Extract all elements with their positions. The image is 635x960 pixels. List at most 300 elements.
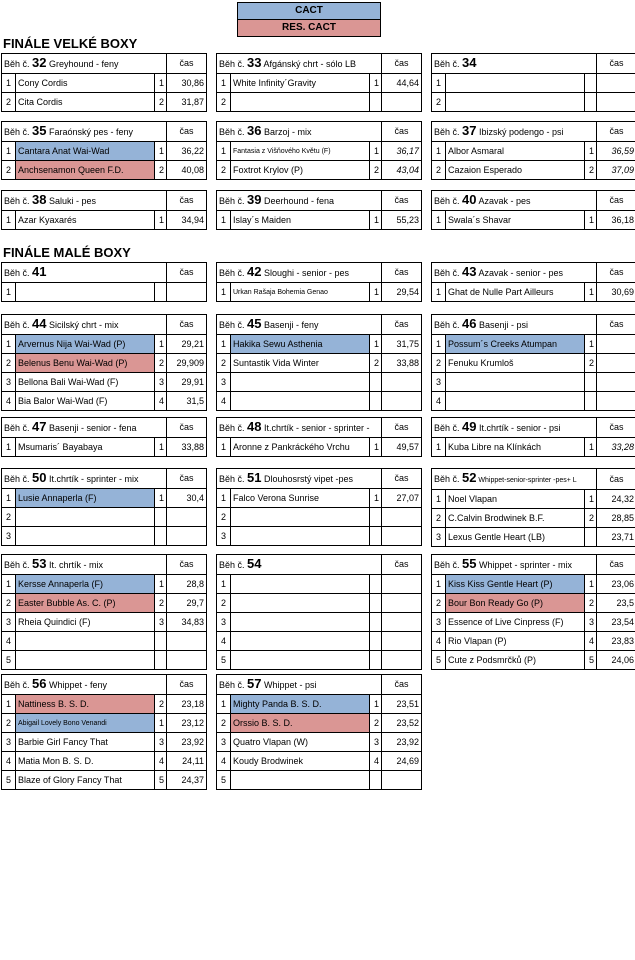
- placing: 2: [154, 695, 166, 714]
- placing: [370, 771, 382, 790]
- table-row: [432, 161, 635, 180]
- race-number: 50: [32, 470, 47, 485]
- run-time: 34,83: [167, 613, 207, 632]
- post-position: 1: [217, 283, 231, 302]
- run-time: [382, 632, 422, 651]
- time-header: čas: [382, 122, 422, 142]
- placing: 1: [154, 714, 166, 733]
- table-row: [2, 161, 207, 180]
- race-title: Basenji - senior - fena: [46, 423, 137, 433]
- race-label: Běh č.: [434, 560, 463, 570]
- dog-name: [231, 93, 370, 112]
- time-header: čas: [167, 54, 207, 74]
- post-position: 2: [2, 354, 16, 373]
- run-time: 23,5: [597, 594, 635, 613]
- race-title: Barzoj - mix: [261, 127, 312, 137]
- placing: 2: [155, 93, 167, 112]
- race-label: Běh č.: [4, 680, 33, 690]
- run-time: 37,09: [597, 161, 635, 180]
- table-row: [217, 161, 422, 180]
- post-position: 4: [2, 632, 16, 651]
- table-row: [217, 438, 422, 457]
- race-title-cell: [432, 315, 597, 335]
- dog-name: [446, 392, 585, 411]
- race-number: 39: [247, 192, 262, 207]
- placing: 5: [585, 651, 597, 670]
- table-row: [432, 283, 635, 302]
- post-position: 3: [2, 373, 16, 392]
- placing: 1: [154, 575, 166, 594]
- placing: [584, 528, 596, 547]
- post-position: 2: [432, 161, 446, 180]
- race-number: 52: [462, 470, 477, 485]
- race-title: Afgánský chrt - sólo LB: [261, 59, 357, 69]
- table-row: [432, 354, 635, 373]
- post-position: 3: [432, 528, 446, 547]
- post-position: 1: [217, 489, 231, 508]
- placing: [370, 527, 382, 546]
- post-position: 1: [432, 211, 446, 230]
- table-row: [432, 392, 635, 411]
- placing: [154, 632, 166, 651]
- post-position: 4: [432, 632, 446, 651]
- table-row: [2, 489, 207, 508]
- time-header: čas: [382, 675, 422, 695]
- table-row: [2, 508, 207, 527]
- placing: 1: [584, 335, 596, 354]
- run-time: [382, 93, 422, 112]
- run-time: [382, 575, 422, 594]
- post-position: 2: [432, 354, 446, 373]
- dog-name: Falco Verona Sunrise: [231, 489, 370, 508]
- post-position: 2: [2, 161, 16, 180]
- table-row: [432, 211, 635, 230]
- race-header: [2, 675, 207, 695]
- run-time: 27,07: [382, 489, 422, 508]
- placing: 3: [370, 733, 382, 752]
- post-position: 3: [217, 613, 231, 632]
- race-header: [217, 54, 422, 74]
- race-label: Běh č.: [219, 268, 248, 278]
- race-header: [432, 469, 635, 490]
- time-header: čas: [167, 315, 207, 335]
- race-label: Běh č.: [219, 560, 248, 570]
- race-title: Dlouhosrstý vipet -pes: [261, 474, 354, 484]
- race-title: Whippet-senior-sprinter -pes+ L: [476, 477, 577, 484]
- race-number: 33: [247, 55, 262, 70]
- table-row: [432, 74, 635, 93]
- table-row: [432, 490, 635, 509]
- dog-name: Arvernus Nija Wai-Wad (P): [16, 335, 155, 354]
- race-title-cell: [217, 263, 382, 283]
- run-time: 31,87: [167, 93, 207, 112]
- dog-name: [231, 508, 370, 527]
- dog-name: Bia Balor Wai-Wad (F): [16, 392, 155, 411]
- post-position: 1: [2, 489, 16, 508]
- table-row: [217, 695, 422, 714]
- race-title-cell: [432, 469, 597, 490]
- post-position: 1: [217, 211, 231, 230]
- table-row: [217, 508, 422, 527]
- run-time: 33,88: [382, 354, 422, 373]
- placing: [370, 575, 382, 594]
- race-number: 32: [32, 55, 47, 70]
- race-table-57: [216, 674, 422, 790]
- table-row: [217, 74, 422, 93]
- run-time: 30,4: [167, 489, 207, 508]
- race-title-cell: [217, 315, 382, 335]
- run-time: 29,7: [167, 594, 207, 613]
- race-title: Basenji - feny: [261, 320, 319, 330]
- race-header: [2, 418, 207, 438]
- dog-name: Noel Vlapan: [446, 490, 585, 509]
- race-table-39: [216, 190, 422, 230]
- time-header: čas: [597, 315, 635, 335]
- placing: 2: [370, 714, 382, 733]
- race-title-cell: [217, 122, 382, 142]
- dog-name: [16, 527, 155, 546]
- dog-name: Fenuku Krumloš: [446, 354, 585, 373]
- table-row: [2, 142, 207, 161]
- race-title: It. chrtík - mix: [46, 560, 103, 570]
- table-row: [2, 575, 207, 594]
- table-row: [2, 392, 207, 411]
- post-position: 1: [2, 283, 16, 302]
- race-number: 35: [32, 123, 47, 138]
- placing: 2: [154, 161, 166, 180]
- placing: [585, 93, 597, 112]
- dog-name: Aronne z Pankráckého Vrchu: [231, 438, 370, 457]
- run-time: [167, 632, 207, 651]
- race-title: Sicilský chrt - mix: [46, 320, 119, 330]
- placing: 4: [155, 392, 167, 411]
- race-title: It.chrtík - senior - psi: [476, 423, 561, 433]
- run-time: 36,18: [597, 211, 635, 230]
- race-table-48: [216, 417, 422, 457]
- table-row: [432, 509, 635, 528]
- race-number: 47: [32, 419, 47, 434]
- dog-name: [16, 283, 155, 302]
- placing: [584, 373, 596, 392]
- run-time: 36,22: [167, 142, 207, 161]
- race-label: Běh č.: [219, 196, 248, 206]
- placing: [370, 93, 382, 112]
- post-position: 2: [217, 161, 231, 180]
- post-position: 3: [432, 613, 446, 632]
- post-position: 1: [432, 335, 446, 354]
- race-title-cell: [2, 555, 167, 575]
- run-time: [382, 508, 422, 527]
- run-time: [382, 594, 422, 613]
- post-position: 1: [432, 74, 446, 93]
- race-title-cell: [217, 469, 382, 489]
- dog-name: [231, 575, 370, 594]
- run-time: [597, 93, 635, 112]
- race-header: [432, 263, 635, 283]
- table-row: [217, 613, 422, 632]
- legend-res-cact: RES. CACT: [238, 20, 380, 36]
- race-table-42: [216, 262, 422, 302]
- run-time: 23,06: [597, 575, 635, 594]
- post-position: 5: [2, 651, 16, 670]
- race-header: [2, 191, 207, 211]
- placing: [370, 632, 382, 651]
- time-header: čas: [167, 122, 207, 142]
- time-header: čas: [382, 263, 422, 283]
- race-table-56: [1, 674, 207, 790]
- race-title: Azavak - senior - pes: [476, 268, 564, 278]
- race-table-46: [431, 314, 635, 411]
- race-title: Saluki - pes: [46, 196, 97, 206]
- table-row: [432, 575, 635, 594]
- run-time: 40,08: [167, 161, 207, 180]
- dog-name: [16, 508, 155, 527]
- race-title-cell: [2, 122, 167, 142]
- run-time: 55,23: [382, 211, 422, 230]
- race-label: Běh č.: [4, 268, 33, 278]
- run-time: 36,17: [382, 142, 422, 161]
- race-title: Azavak - pes: [476, 196, 531, 206]
- run-time: [382, 527, 422, 546]
- placing: 1: [369, 438, 381, 457]
- placing: 1: [155, 489, 167, 508]
- time-header: čas: [597, 191, 635, 211]
- placing: 2: [584, 354, 596, 373]
- race-header: [2, 263, 207, 283]
- race-table-51: [216, 468, 422, 546]
- post-position: 2: [432, 509, 446, 528]
- race-label: Běh č.: [4, 474, 33, 484]
- race-title-cell: [2, 54, 167, 74]
- race-title-cell: [217, 675, 382, 695]
- race-label: Běh č.: [219, 474, 248, 484]
- table-row: [2, 714, 207, 733]
- placing: 3: [585, 613, 597, 632]
- race-table-47: [1, 417, 207, 457]
- run-time: 33,28: [597, 438, 635, 457]
- run-time: [382, 392, 422, 411]
- race-label: Běh č.: [4, 560, 33, 570]
- placing: 1: [585, 575, 597, 594]
- table-row: [432, 528, 635, 547]
- dog-name: Kiss Kiss Gentle Heart (P): [446, 575, 585, 594]
- table-row: [2, 632, 207, 651]
- time-header: čas: [382, 418, 422, 438]
- dog-name: Kersse Annaperla (F): [16, 575, 155, 594]
- race-header: [217, 469, 422, 489]
- post-position: 4: [217, 632, 231, 651]
- race-header: [217, 191, 422, 211]
- run-time: 31,5: [167, 392, 207, 411]
- race-table-34: [431, 53, 635, 112]
- race-table-50: [1, 468, 207, 546]
- race-header: [217, 675, 422, 695]
- post-position: 5: [432, 651, 446, 670]
- dog-name: [231, 632, 370, 651]
- time-header: čas: [167, 675, 207, 695]
- race-label: Běh č.: [4, 423, 33, 433]
- time-header: čas: [167, 191, 207, 211]
- table-row: [2, 594, 207, 613]
- placing: 1: [584, 438, 596, 457]
- post-position: 1: [432, 438, 446, 457]
- race-header: [432, 555, 635, 575]
- post-position: 1: [432, 283, 446, 302]
- placing: [369, 373, 381, 392]
- run-time: 24,06: [597, 651, 635, 670]
- time-header: čas: [382, 555, 422, 575]
- post-position: 2: [432, 594, 446, 613]
- run-time: 29,91: [167, 373, 207, 392]
- race-title: Whippet - feny: [46, 680, 108, 690]
- placing: 2: [585, 161, 597, 180]
- placing: [154, 651, 166, 670]
- placing: [155, 508, 167, 527]
- post-position: 1: [217, 142, 231, 161]
- table-row: [2, 733, 207, 752]
- dog-name: Possum´s Creeks Atumpan: [446, 335, 585, 354]
- placing: 1: [585, 142, 597, 161]
- run-time: 33,88: [167, 438, 207, 457]
- post-position: 1: [432, 575, 446, 594]
- placing: 2: [585, 594, 597, 613]
- race-number: 51: [247, 470, 262, 485]
- run-time: 23,12: [167, 714, 207, 733]
- post-position: 1: [432, 490, 446, 509]
- post-position: 1: [217, 695, 231, 714]
- legend: [237, 2, 381, 37]
- dog-name: Essence of Live Cinpress (F): [446, 613, 585, 632]
- time-header: čas: [382, 54, 422, 74]
- placing: [370, 594, 382, 613]
- post-position: 2: [217, 714, 231, 733]
- race-title-cell: [2, 469, 167, 489]
- race-label: Běh č.: [4, 127, 33, 137]
- post-position: 1: [2, 74, 16, 93]
- race-title-cell: [217, 191, 382, 211]
- race-header: [217, 263, 422, 283]
- run-time: 44,64: [382, 74, 422, 93]
- race-number: 57: [247, 676, 262, 691]
- placing: 1: [370, 74, 382, 93]
- table-row: [217, 714, 422, 733]
- run-time: 29,54: [382, 283, 422, 302]
- post-position: 2: [2, 93, 16, 112]
- race-header: [2, 555, 207, 575]
- run-time: [167, 527, 207, 546]
- race-number: 54: [247, 556, 262, 571]
- race-title: Basenji - psi: [476, 320, 529, 330]
- race-header: [217, 122, 422, 142]
- placing: 1: [370, 142, 382, 161]
- race-title: It.chrtík - sprinter - mix: [46, 474, 139, 484]
- run-time: 30,69: [597, 283, 635, 302]
- time-header: čas: [167, 263, 207, 283]
- placing: 1: [154, 211, 166, 230]
- table-row: [217, 632, 422, 651]
- race-number: 40: [462, 192, 477, 207]
- placing: 3: [154, 613, 166, 632]
- placing: 1: [584, 490, 596, 509]
- dog-name: Bour Bon Ready Go (P): [446, 594, 585, 613]
- time-header: čas: [382, 191, 422, 211]
- placing: 2: [155, 354, 167, 373]
- post-position: 1: [2, 142, 16, 161]
- run-time: [167, 508, 207, 527]
- race-title: Ibizský podengo - psi: [476, 127, 564, 137]
- post-position: 2: [217, 354, 231, 373]
- race-label: Běh č.: [219, 320, 248, 330]
- table-row: [432, 438, 635, 457]
- post-position: 1: [2, 575, 16, 594]
- table-row: [217, 575, 422, 594]
- placing: 4: [154, 752, 166, 771]
- dog-name: Blaze of Glory Fancy That: [16, 771, 155, 790]
- table-row: [2, 373, 207, 392]
- race-table-32: [1, 53, 207, 112]
- table-row: [2, 771, 207, 790]
- dog-name: Cute z Podsmrčků (P): [446, 651, 585, 670]
- race-header: [432, 315, 635, 335]
- race-table-38: [1, 190, 207, 230]
- dog-name: [231, 527, 370, 546]
- placing: 4: [370, 752, 382, 771]
- dog-name: Hakika Sewu Asthenia: [231, 335, 370, 354]
- placing: [370, 613, 382, 632]
- race-header: [2, 122, 207, 142]
- table-row: [2, 613, 207, 632]
- placing: [370, 508, 382, 527]
- dog-name: Fantasia z Višňového Květu (F): [231, 142, 370, 161]
- post-position: 2: [2, 508, 16, 527]
- dog-name: [231, 373, 370, 392]
- table-row: [2, 335, 207, 354]
- post-position: 3: [217, 527, 231, 546]
- race-title: Greyhound - feny: [46, 59, 119, 69]
- dog-name: Islay´s Maiden: [231, 211, 370, 230]
- race-number: 56: [32, 676, 47, 691]
- race-title-cell: [432, 555, 597, 575]
- post-position: 2: [432, 93, 446, 112]
- table-row: [432, 93, 635, 112]
- post-position: 3: [2, 733, 16, 752]
- table-row: [432, 594, 635, 613]
- post-position: 5: [2, 771, 16, 790]
- placing: 2: [154, 594, 166, 613]
- post-position: 3: [2, 527, 16, 546]
- table-row: [2, 527, 207, 546]
- run-time: [382, 771, 422, 790]
- dog-name: White Infinity´Gravity: [231, 74, 370, 93]
- post-position: 3: [432, 373, 446, 392]
- dog-name: [231, 392, 370, 411]
- dog-name: Easter Bubble As. C. (P): [16, 594, 155, 613]
- placing: 2: [370, 161, 382, 180]
- dog-name: [231, 651, 370, 670]
- race-label: Běh č.: [434, 474, 463, 484]
- race-title-cell: [217, 418, 382, 438]
- time-header: čas: [597, 469, 635, 490]
- race-number: 46: [462, 316, 477, 331]
- race-number: 49: [462, 419, 477, 434]
- dog-name: Azar Kyaxarés: [16, 211, 155, 230]
- race-number: 34: [462, 55, 477, 70]
- post-position: 1: [2, 438, 16, 457]
- placing: [155, 283, 167, 302]
- dog-name: [16, 632, 155, 651]
- run-time: 24,11: [167, 752, 207, 771]
- dog-name: Bellona Bali Wai-Wad (F): [16, 373, 155, 392]
